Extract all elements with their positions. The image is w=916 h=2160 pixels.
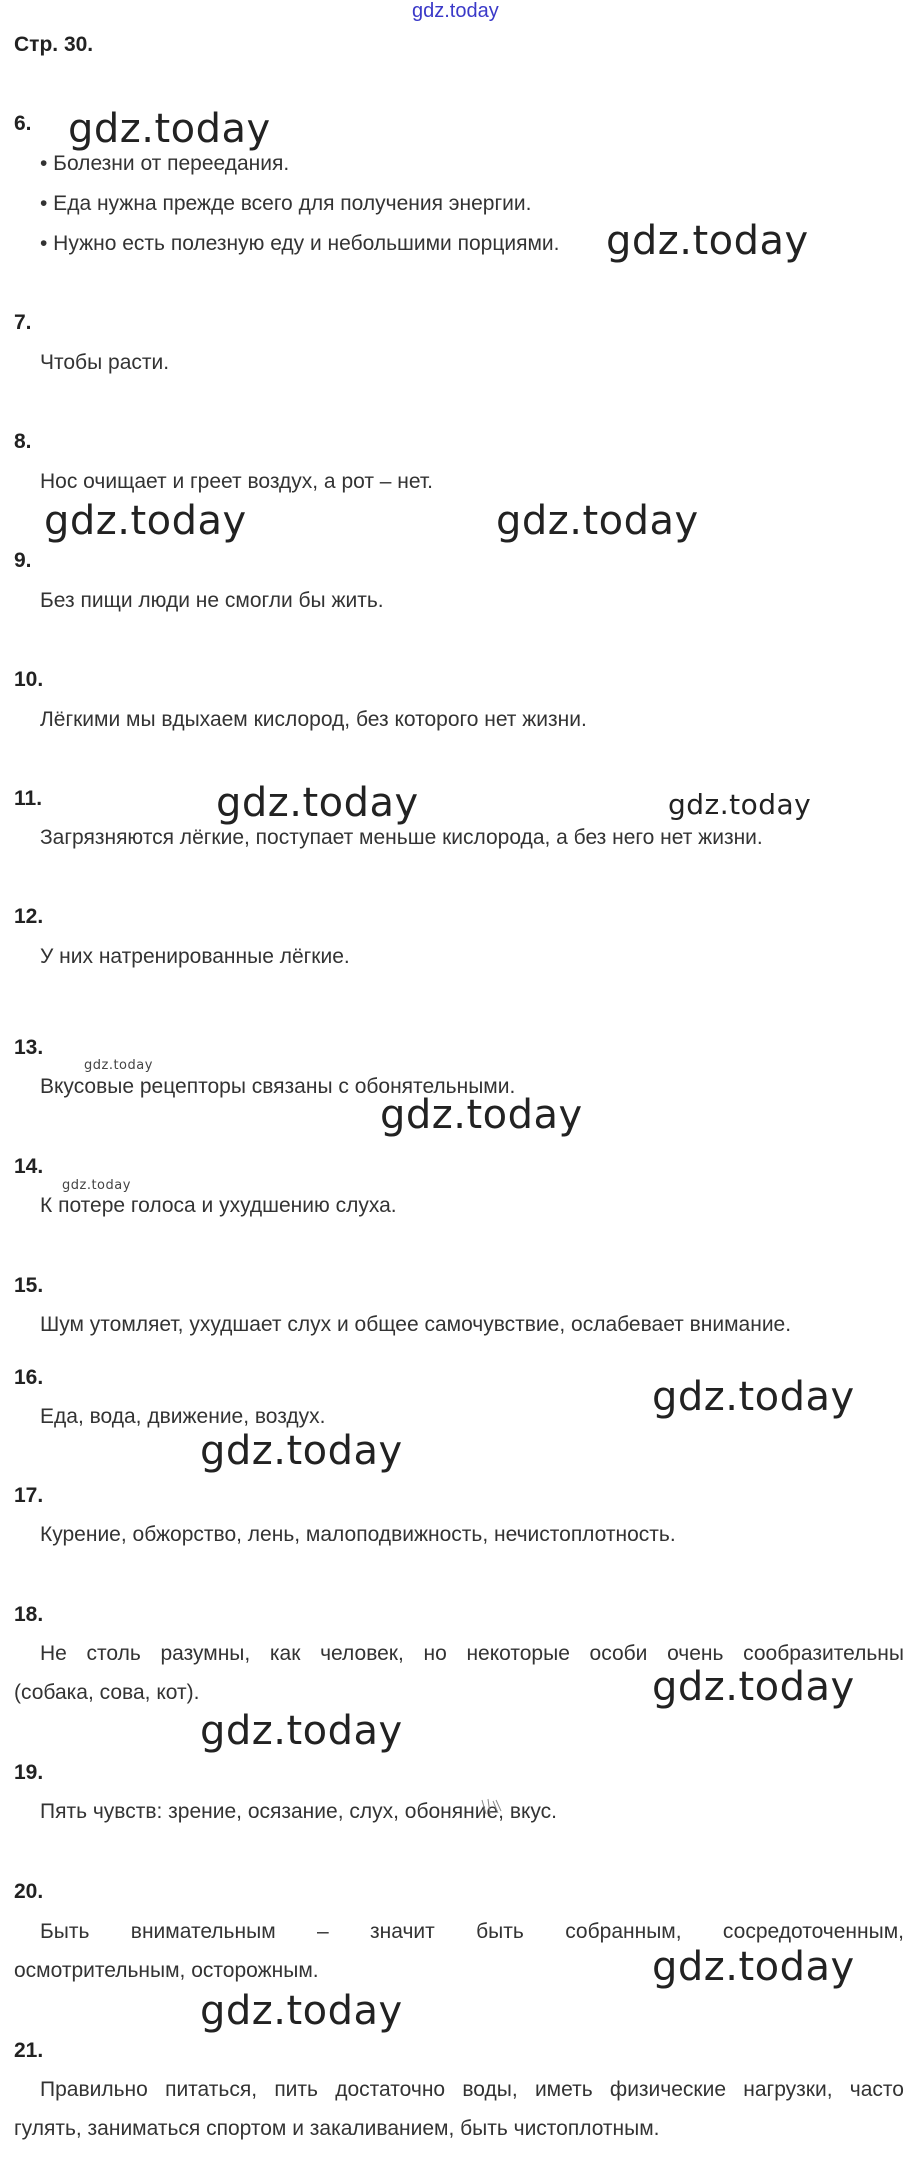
answer-number-19: 19. <box>14 1761 44 1784</box>
answer-11-line-1: Загрязняются лёгкие, поступает меньше кислорода, а без него нет жизни. <box>40 826 763 849</box>
answer-number-17: 17. <box>14 1484 44 1507</box>
answer-21-line-1: Правильно питаться, пить достаточно воды, иметь физические нагрузки, часто <box>40 2078 904 2101</box>
answer-19-line-1: Пять чувств: зрение, осязание, слух, обоняние, вкус. <box>40 1800 557 1823</box>
watermark: gdz.today <box>62 1178 131 1193</box>
answer-8-line-1: Нос очищает и греет воздух, а рот – нет. <box>40 470 434 493</box>
watermark: gdz.today <box>200 1428 403 1474</box>
answer-20-line-2: осмотрительным, осторожным. <box>14 1959 319 1982</box>
watermark: gdz.today <box>652 1944 855 1990</box>
answer-7-line-1: Чтобы расти. <box>40 351 170 374</box>
answer-12-line-1: У них натренированные лёгкие. <box>40 945 350 968</box>
watermark: gdz.today <box>68 106 271 152</box>
answer-6-line-1: • Болезни от переедания. <box>40 152 290 175</box>
answer-16-line-1: Еда, вода, движение, воздух. <box>40 1405 326 1428</box>
answer-10-line-1: Лёгкими мы вдыхаем кислород, без которого нет жизни. <box>40 708 587 731</box>
watermark: gdz.today <box>84 1058 153 1073</box>
answer-number-16: 16. <box>14 1366 44 1389</box>
answer-number-21: 21. <box>14 2039 44 2062</box>
answer-6-line-2: • Еда нужна прежде всего для получения энергии. <box>40 192 532 215</box>
answer-21-line-2: гулять, заниматься спортом и закаливанием, быть чистоплотным. <box>14 2117 660 2140</box>
answer-9-line-1: Без пищи люди не смогли бы жить. <box>40 589 384 612</box>
answer-number-12: 12. <box>14 905 44 928</box>
answer-number-13: 13. <box>14 1036 44 1059</box>
answer-number-20: 20. <box>14 1880 44 1903</box>
watermark: gdz.today <box>380 1092 583 1138</box>
site-watermark: gdz.today <box>412 0 499 22</box>
answer-number-7: 7. <box>14 311 32 334</box>
watermark: gdz.today <box>652 1664 855 1710</box>
watermark: gdz.today <box>668 788 812 821</box>
watermark: gdz.today <box>44 498 247 544</box>
watermark: gdz.today <box>200 1708 403 1754</box>
answer-18-line-1: Не столь разумны, как человек, но некоторые особи очень сообразительны <box>40 1642 904 1665</box>
watermark: gdz.today <box>606 218 809 264</box>
answer-number-14: 14. <box>14 1155 44 1178</box>
answer-18-line-2: (собака, сова, кот). <box>14 1681 200 1704</box>
watermark: gdz.today <box>216 780 419 826</box>
answer-number-8: 8. <box>14 430 32 453</box>
answer-15-line-1: Шум утомляет, ухудшает слух и общее самочувствие, ослабевает внимание. <box>40 1313 792 1336</box>
scribble-mark <box>480 1796 504 1818</box>
answer-number-6: 6. <box>14 112 32 135</box>
answer-17-line-1: Курение, обжорство, лень, малоподвижность, нечистоплотность. <box>40 1523 676 1546</box>
page-title: Стр. 30. <box>14 33 94 56</box>
watermark: gdz.today <box>200 1988 403 2034</box>
watermark: gdz.today <box>496 498 699 544</box>
answer-number-11: 11. <box>14 787 43 810</box>
answer-number-9: 9. <box>14 549 32 572</box>
answer-number-10: 10. <box>14 668 44 691</box>
watermark: gdz.today <box>652 1374 855 1420</box>
answer-number-18: 18. <box>14 1603 44 1626</box>
answer-number-15: 15. <box>14 1274 44 1297</box>
answer-13-line-1: Вкусовые рецепторы связаны с обонятельными. <box>40 1075 516 1098</box>
answer-20-line-1: Быть внимательным – значит быть собранным, сосредоточенным, <box>40 1920 904 1943</box>
answer-6-line-3: • Нужно есть полезную еду и небольшими порциями. <box>40 232 560 255</box>
answer-14-line-1: К потере голоса и ухудшению слуха. <box>40 1194 397 1217</box>
